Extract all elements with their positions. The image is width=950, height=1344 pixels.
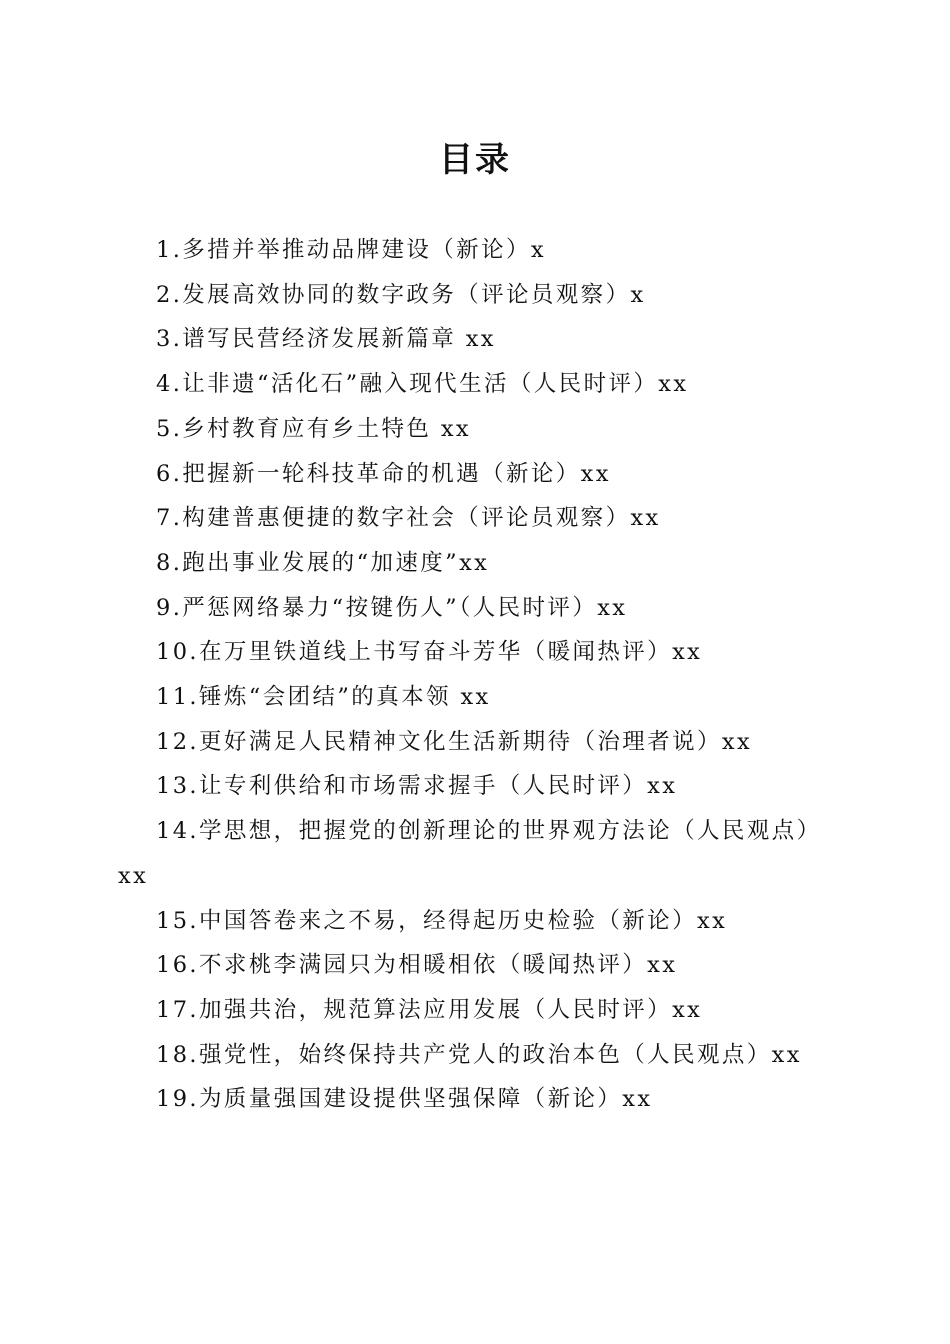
toc-entry-12: 12.更好满足人民精神文化生活新期待（治理者说）xx	[156, 728, 753, 755]
toc-entry-5: 5.乡村教育应有乡土特色 xx	[156, 415, 471, 442]
toc-entry-6: 6.把握新一轮科技革命的机遇（新论）xx	[156, 460, 611, 487]
toc-entry-3: 3.谱写民营经济发展新篇章 xx	[156, 326, 496, 353]
toc-entry-10: 10.在万里铁道线上书写奋斗芳华（暖闻热评）xx	[156, 639, 703, 666]
toc-entry-15: 15.中国答卷来之不易，经得起历史检验（新论）xx	[156, 907, 728, 934]
toc-entry-4: 4.让非遗“活化石”融入现代生活（人民时评）xx	[156, 371, 689, 398]
table-of-contents	[118, 228, 830, 1122]
toc-entry-8: 8.跑出事业发展的“加速度”xx	[156, 549, 490, 576]
toc-entry-19: 19.为质量强国建设提供坚强保障（新论）xx	[156, 1086, 653, 1113]
toc-entry-2: 2.发展高效协同的数字政务（评论员观察）x	[156, 281, 646, 308]
page-title: 目录	[439, 140, 511, 180]
toc-entry-16: 16.不求桃李满园只为相暖相依（暖闻热评）xx	[156, 952, 678, 979]
toc-entry-18: 18.强党性，始终保持共产党人的政治本色（人民观点）xx	[156, 1041, 802, 1068]
toc-entry-11: 11.锤炼“会团结”的真本领 xx	[156, 684, 491, 711]
toc-entry-9: 9.严惩网络暴力“按键伤人”（人民时评）xx	[156, 594, 628, 621]
toc-entry-1: 1.多措并举推动品牌建设（新论）x	[156, 237, 546, 263]
toc-entry-13: 13.让专利供给和市场需求握手（人民时评）xx	[156, 773, 678, 800]
toc-entry-7: 7.构建普惠便捷的数字社会（评论员观察）xx	[156, 505, 661, 532]
toc-entry-14: 14.学思想，把握党的创新理论的世界观方法论（人民观点）xx	[118, 818, 822, 889]
toc-entry-17: 17.加强共治，规范算法应用发展（人民时评）xx	[156, 996, 703, 1023]
